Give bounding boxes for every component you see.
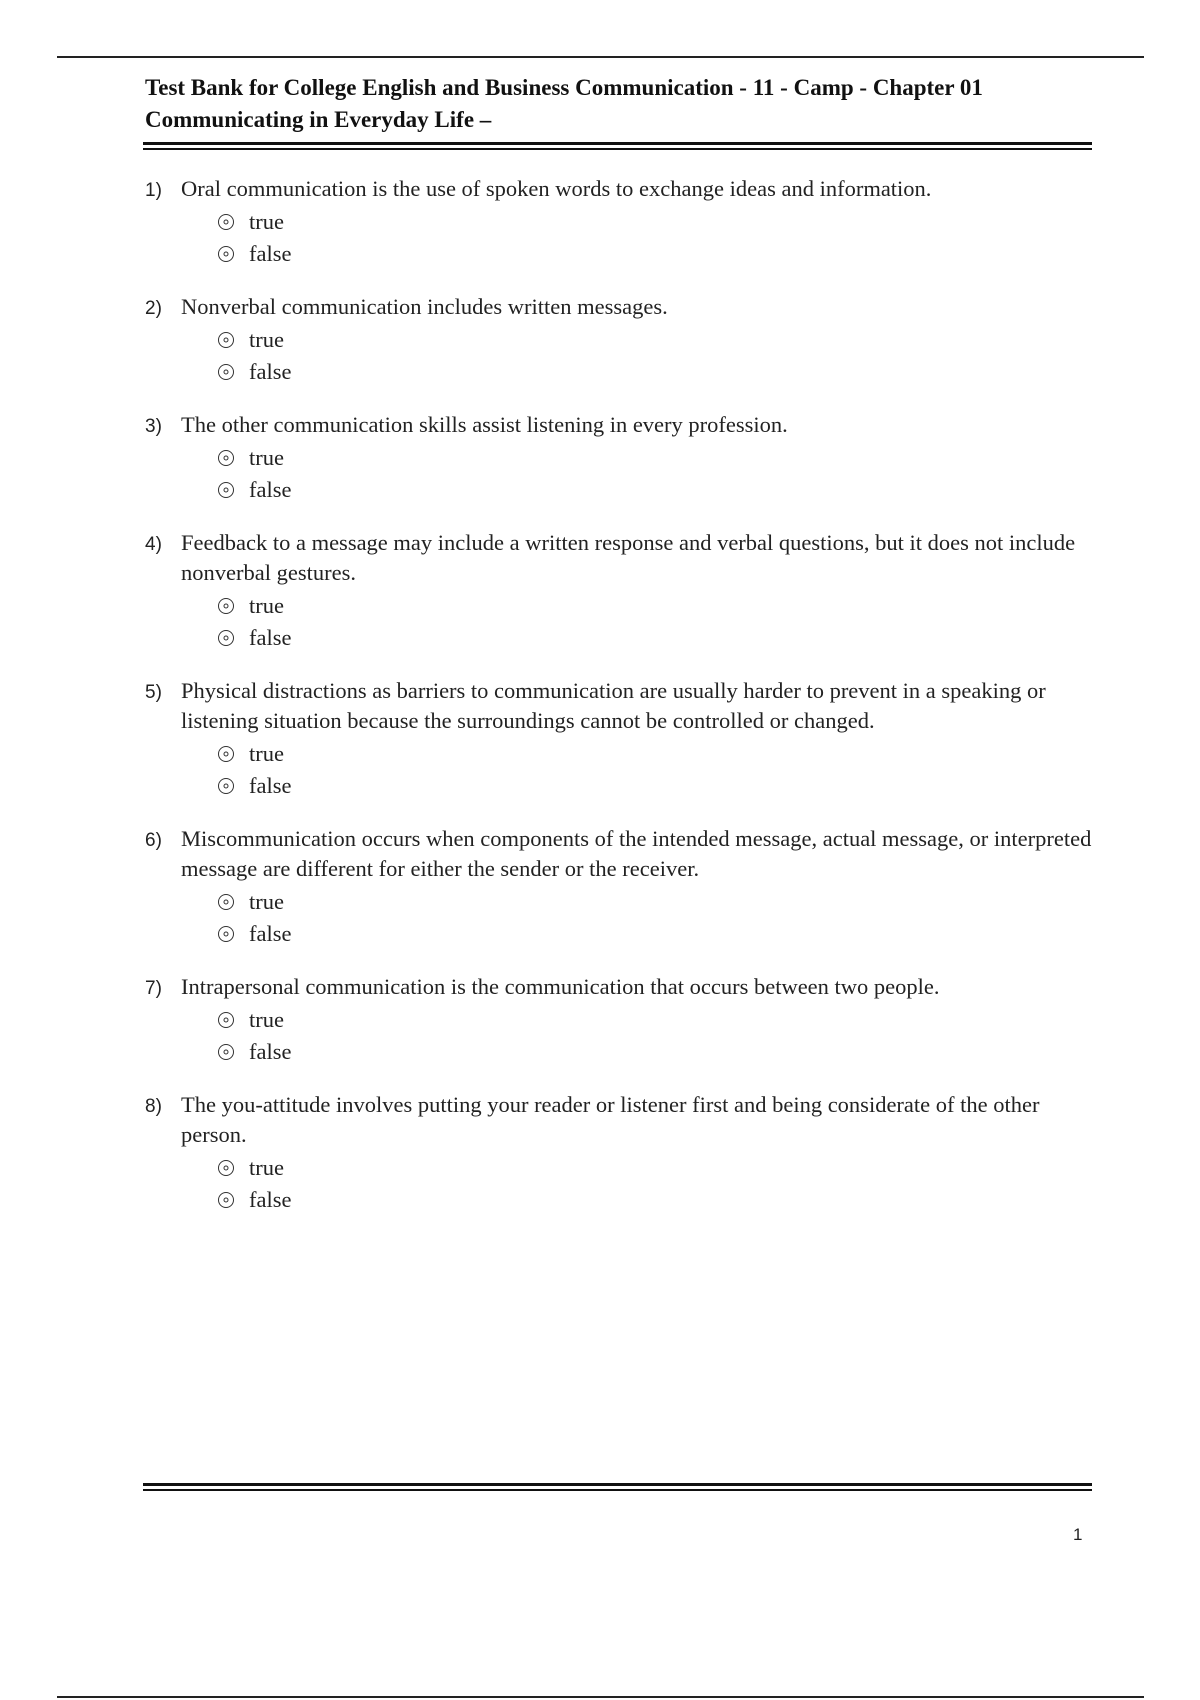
radio-circle-icon[interactable] [218,1160,234,1176]
question-item [145,174,1095,270]
question-number: 4) [145,534,162,555]
answer-option-label: false [249,477,292,502]
question-number: 8) [145,1096,162,1117]
answer-option-label: true [249,593,284,618]
answer-option-false[interactable] [218,238,1095,270]
radio-circle-icon[interactable] [218,926,234,942]
question-item [145,824,1095,950]
question-text: Miscommunication occurs when components of the intended message, actual message, or interpreted message are different for either the sender or the receiver. [181,826,1092,881]
radio-circle-icon[interactable] [218,630,234,646]
answer-options [218,206,1095,270]
footer-double-rule [143,1483,1092,1491]
question-list [145,174,1095,1216]
answer-option-label: false [249,773,292,798]
answer-option-false[interactable] [218,770,1095,802]
answer-option-label: true [249,1007,284,1032]
question-text: Nonverbal communication includes written messages. [181,294,668,319]
question-item [145,292,1095,388]
radio-circle-icon[interactable] [218,482,234,498]
answer-options [218,1152,1095,1216]
question-number: 5) [145,682,162,703]
answer-option-label: true [249,327,284,352]
radio-circle-icon[interactable] [218,1012,234,1028]
answer-option-label: true [249,445,284,470]
radio-circle-icon[interactable] [218,1044,234,1060]
document-header [145,72,1095,136]
answer-option-false[interactable] [218,474,1095,506]
radio-circle-icon[interactable] [218,778,234,794]
answer-options [218,738,1095,802]
answer-option-label: false [249,1187,292,1212]
answer-option-false[interactable] [218,1184,1095,1216]
question-item [145,1090,1095,1216]
answer-option-false[interactable] [218,1036,1095,1068]
page-number: 1 [1073,1525,1083,1544]
answer-option-true[interactable] [218,590,1095,622]
answer-option-label: false [249,359,292,384]
answer-option-label: false [249,1039,292,1064]
radio-circle-icon[interactable] [218,894,234,910]
question-item [145,972,1095,1068]
radio-circle-icon[interactable] [218,332,234,348]
answer-option-true[interactable] [218,442,1095,474]
header-title-line2: Communicating in Everyday Life – [145,107,492,132]
answer-option-false[interactable] [218,356,1095,388]
answer-option-label: false [249,625,292,650]
answer-option-false[interactable] [218,918,1095,950]
question-number: 2) [145,298,162,319]
question-text: Oral communication is the use of spoken words to exchange ideas and information. [181,176,932,201]
question-text: The you-attitude involves putting your reader or listener first and being considerate of the other person. [181,1092,1040,1147]
question-item [145,676,1095,802]
answer-option-true[interactable] [218,738,1095,770]
question-text: The other communication skills assist listening in every profession. [181,412,788,437]
answer-option-label: true [249,741,284,766]
radio-circle-icon[interactable] [218,746,234,762]
question-item [145,410,1095,506]
radio-circle-icon[interactable] [218,450,234,466]
question-text: Intrapersonal communication is the communication that occurs between two people. [181,974,940,999]
question-text: Feedback to a message may include a written response and verbal questions, but it does not include nonverbal gestures. [181,530,1076,585]
radio-circle-icon[interactable] [218,1192,234,1208]
answer-option-true[interactable] [218,1152,1095,1184]
page-bottom-rule [57,1696,1144,1698]
page-top-rule [57,56,1144,58]
question-number: 1) [145,180,162,201]
answer-option-label: true [249,1155,284,1180]
question-item [145,528,1095,654]
answer-option-label: true [249,889,284,914]
question-number: 6) [145,830,162,851]
radio-circle-icon[interactable] [218,246,234,262]
radio-circle-icon[interactable] [218,598,234,614]
header-title-line1: Test Bank for College English and Business Communication - 11 - Camp - Chapter 01 [145,75,983,100]
answer-option-label: true [249,209,284,234]
question-number: 7) [145,978,162,999]
answer-option-label: false [249,921,292,946]
answer-option-true[interactable] [218,886,1095,918]
radio-circle-icon[interactable] [218,214,234,230]
answer-option-true[interactable] [218,206,1095,238]
answer-options [218,442,1095,506]
answer-options [218,1004,1095,1068]
answer-option-true[interactable] [218,1004,1095,1036]
answer-option-label: false [249,241,292,266]
answer-option-true[interactable] [218,324,1095,356]
header-double-rule [143,142,1092,150]
answer-option-false[interactable] [218,622,1095,654]
radio-circle-icon[interactable] [218,364,234,380]
answer-options [218,590,1095,654]
question-text: Physical distractions as barriers to communication are usually harder to prevent in a speaking or listening situation because the surroundings cannot be controlled or changed. [181,678,1046,733]
answer-options [218,886,1095,950]
answer-options [218,324,1095,388]
question-number: 3) [145,416,162,437]
